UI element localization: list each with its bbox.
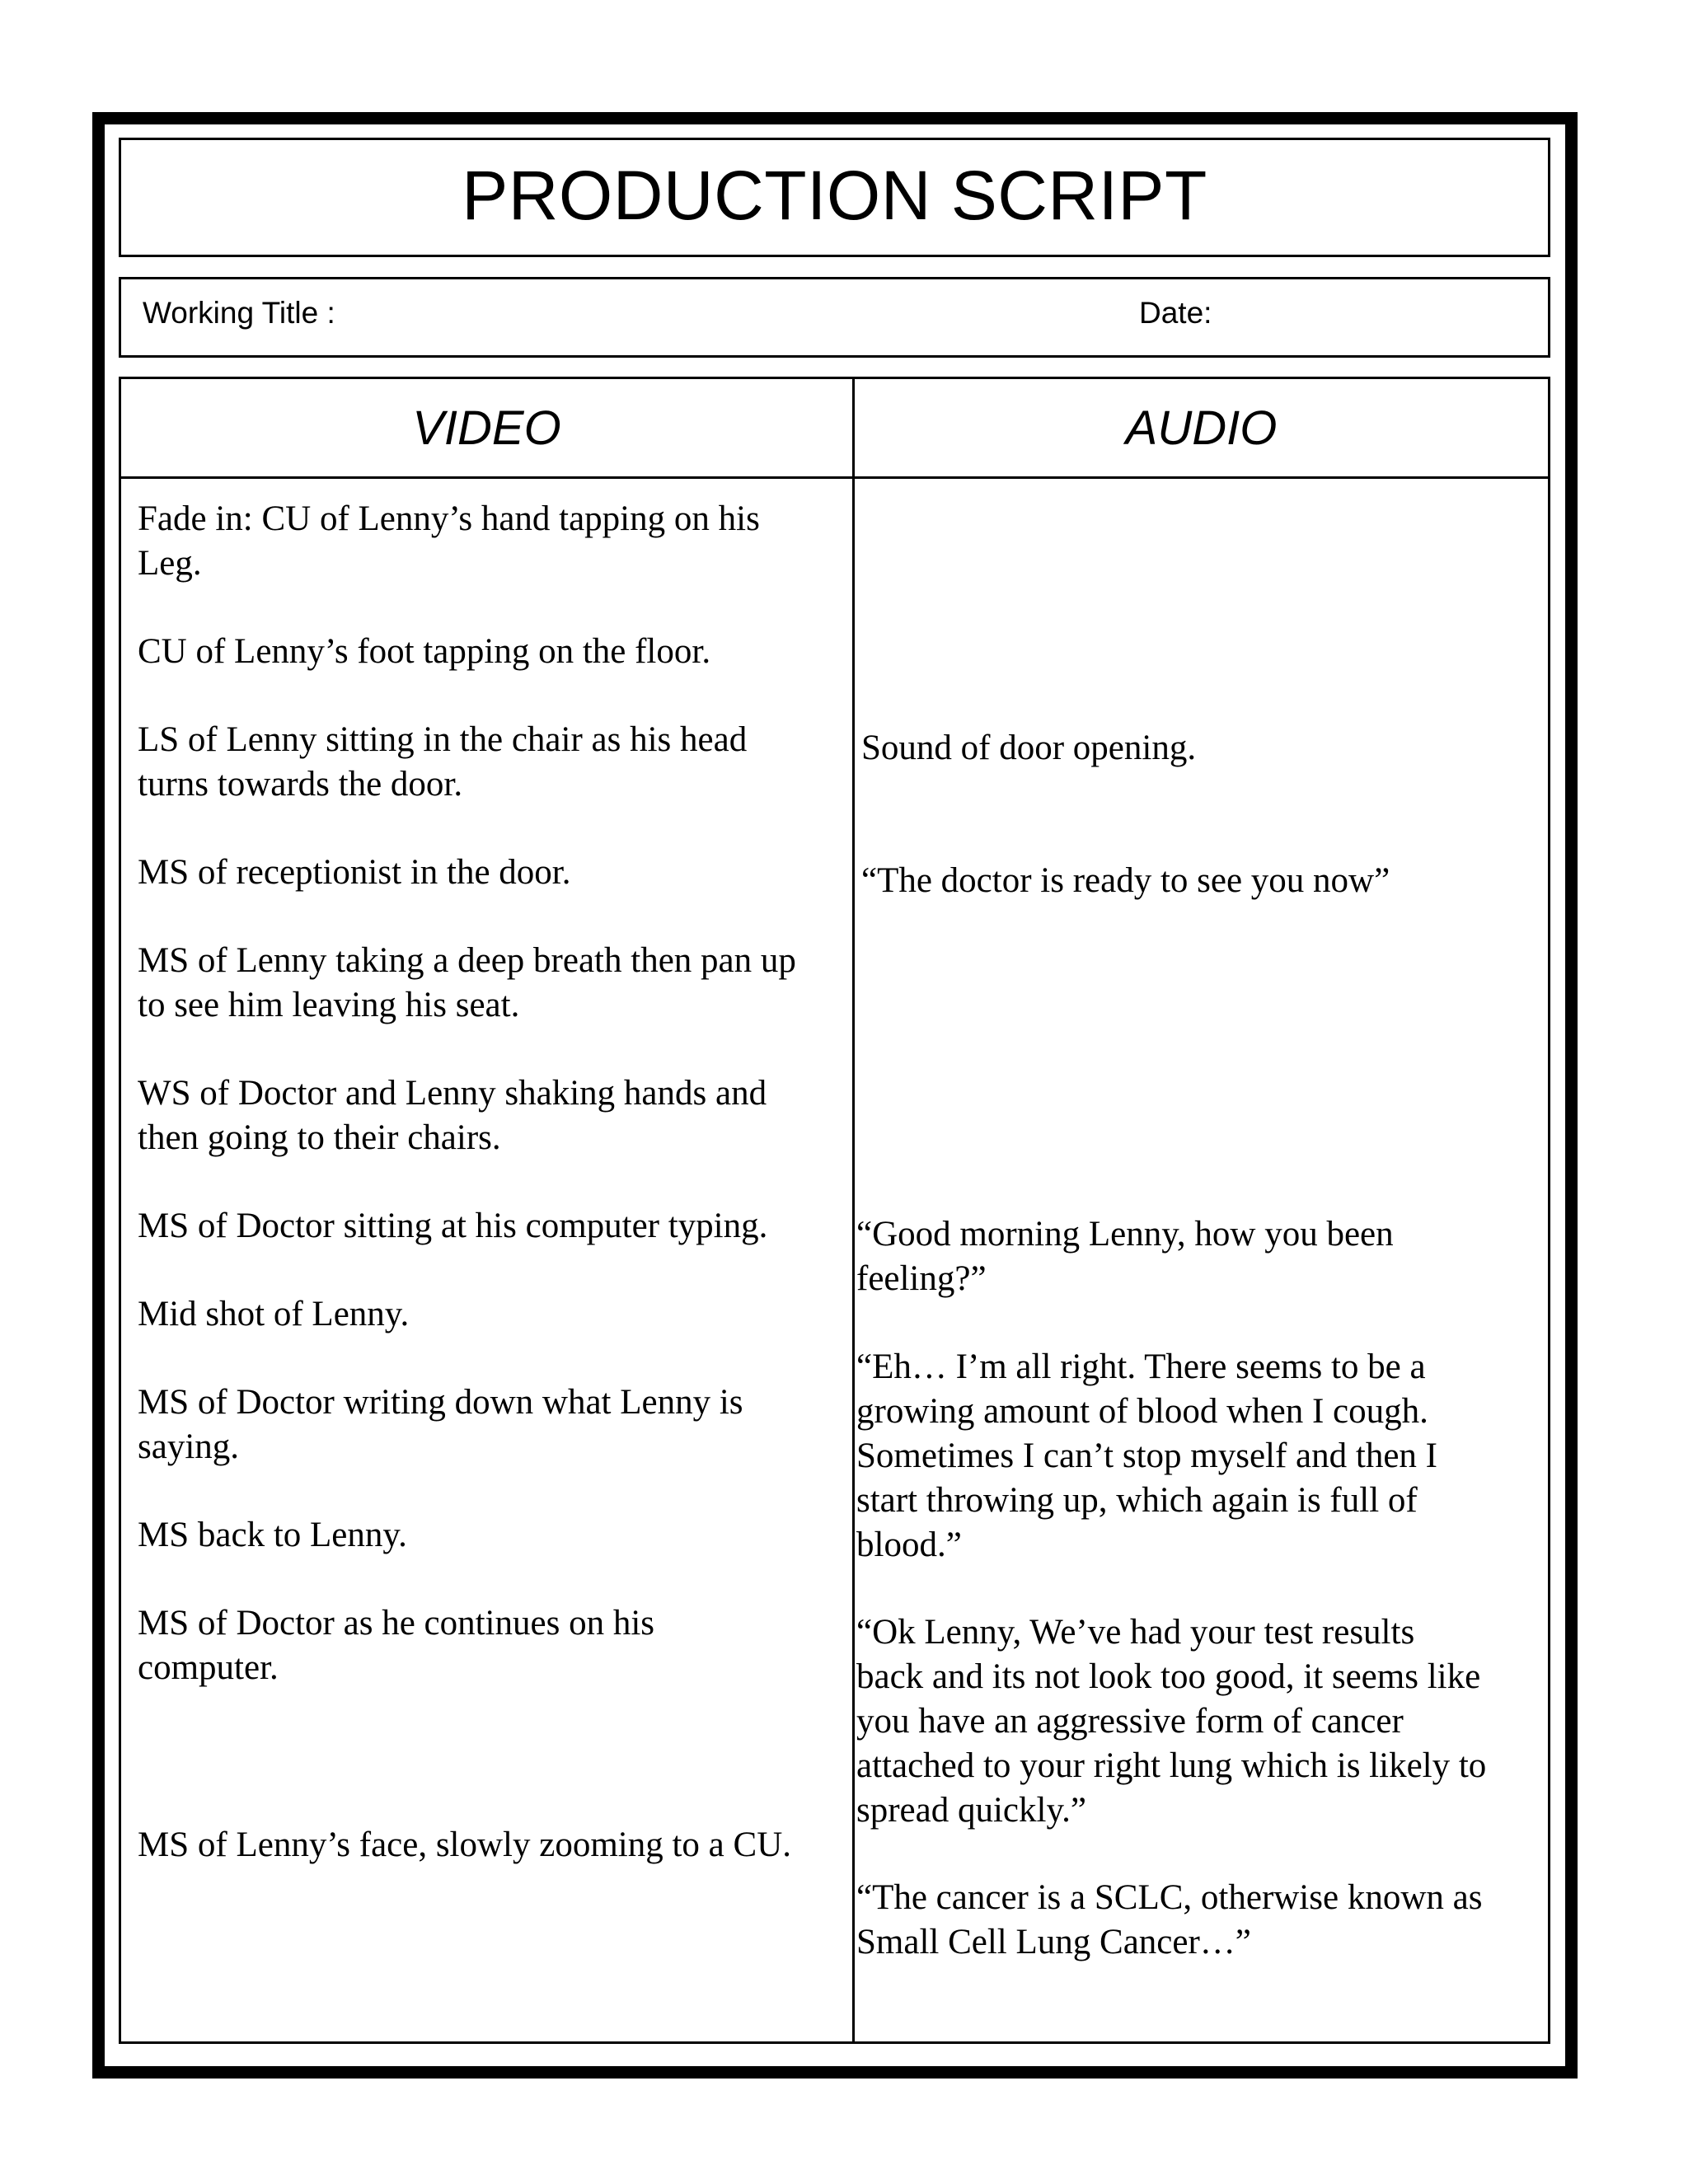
video-row-9: MS of Doctor writing down what Lenny is saying. — [138, 1383, 743, 1466]
working-title-label: Working Title : — [143, 296, 335, 330]
video-row-11: MS of Doctor as he continues on his computer. — [138, 1604, 655, 1687]
page-title: PRODUCTION SCRIPT — [462, 157, 1207, 234]
video-row-3: LS of Lenny sitting in the chair as his head turns towards the door. — [138, 720, 748, 804]
video-row-7: MS of Doctor sitting at his computer typing. — [138, 1207, 768, 1245]
audio-row-5: “Ok Lenny, We’ve had your test results back and its not look too good, it seems like you have an aggressive form of cancer attached to your right lung which is likely to spread quickly.” — [856, 1613, 1487, 1830]
audio-row-4: “Eh… I’m all right. There seems to be a growing amount of blood when I cough. Sometimes I can’t stop myself and then I start throwing up, which again is full of blood.” — [856, 1347, 1437, 1564]
video-row-12: MS of Lenny’s face, slowly zooming to a CU. — [138, 1825, 792, 1864]
video-column-header: VIDEO — [412, 401, 561, 455]
date-label: Date: — [1139, 296, 1212, 330]
video-row-2: CU of Lenny’s foot tapping on the floor. — [138, 632, 711, 671]
header-divider — [121, 476, 1548, 479]
audio-column-header: AUDIO — [1125, 401, 1278, 455]
meta-box — [119, 277, 1550, 358]
audio-row-6: “The cancer is a SCLC, otherwise known as Small Cell Lung Cancer…” — [856, 1878, 1483, 1961]
video-row-5: MS of Lenny taking a deep breath then pan up to see him leaving his seat. — [138, 941, 796, 1024]
audio-row-3: “Good morning Lenny, how you been feeling?” — [856, 1215, 1394, 1298]
audio-row-1: Sound of door opening. — [861, 729, 1197, 767]
audio-row-2: “The doctor is ready to see you now” — [861, 861, 1390, 900]
video-row-1: Fade in: CU of Lenny’s hand tapping on his Leg. — [138, 499, 760, 583]
video-row-10: MS back to Lenny. — [138, 1516, 407, 1554]
video-row-4: MS of receptionist in the door. — [138, 853, 571, 892]
video-row-6: WS of Doctor and Lenny shaking hands and then going to their chairs. — [138, 1074, 767, 1157]
video-row-8: Mid shot of Lenny. — [138, 1295, 410, 1333]
title-box — [119, 138, 1550, 257]
script-table — [119, 377, 1550, 2044]
